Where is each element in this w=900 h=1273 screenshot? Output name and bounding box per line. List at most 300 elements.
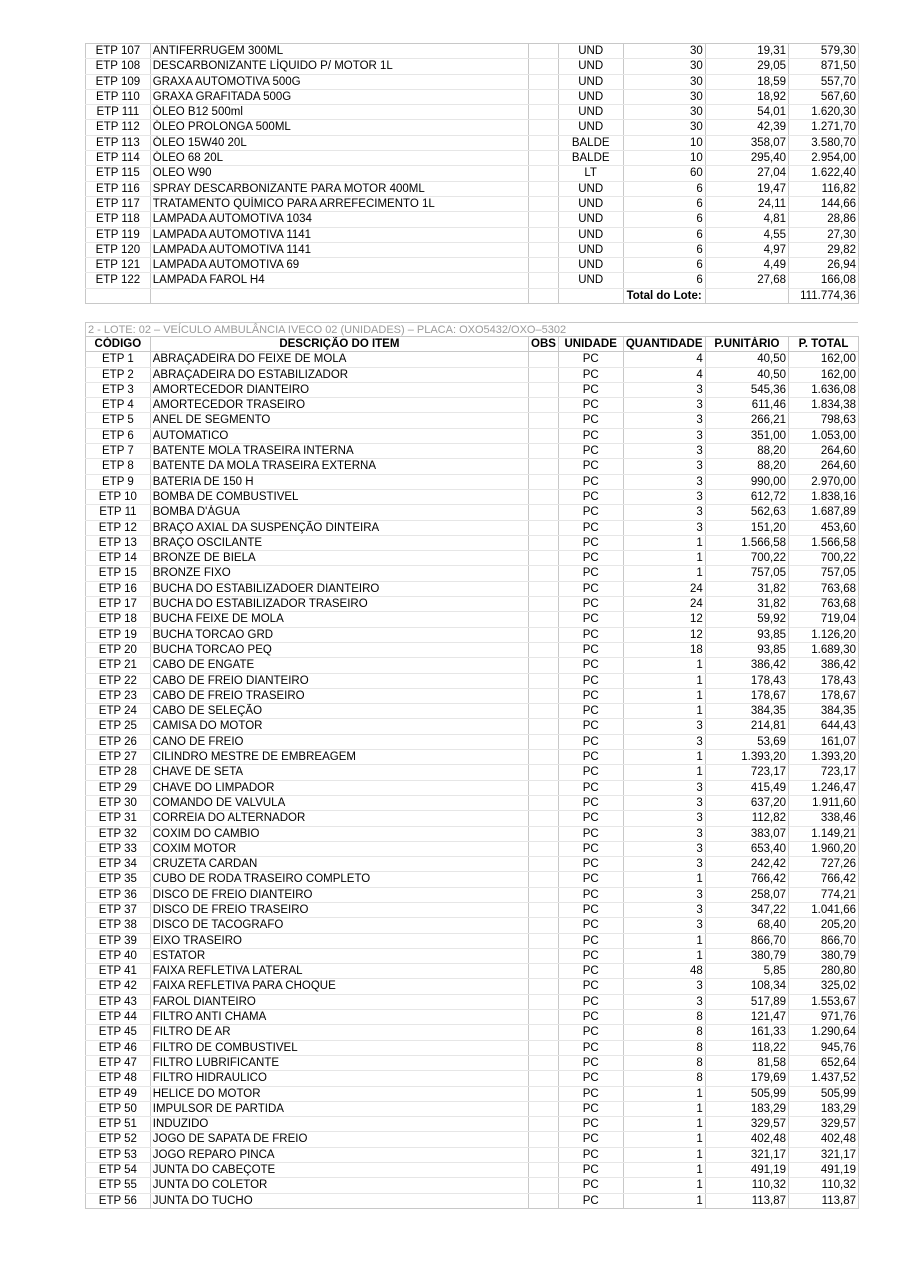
item-unit-price: 321,17	[705, 1147, 788, 1162]
item-code: ETP 55	[86, 1178, 151, 1193]
item-code: ETP 121	[86, 258, 151, 273]
item-total-price: 945,76	[789, 1040, 859, 1055]
table-row	[86, 1040, 859, 1055]
item-code: ETP 41	[86, 964, 151, 979]
item-unit: PC	[558, 948, 623, 963]
item-quantity: 1	[623, 1101, 705, 1116]
item-total-price: 1.290,64	[789, 1025, 859, 1040]
item-description: DESCARBONIZANTE LÍQUIDO P/ MOTOR 1L	[150, 59, 528, 74]
item-unit: PC	[558, 1117, 623, 1132]
table-row	[86, 642, 859, 657]
table-row	[86, 413, 859, 428]
item-obs	[529, 1071, 559, 1086]
item-obs	[529, 367, 559, 382]
item-total-price: 644,43	[789, 719, 859, 734]
item-obs	[529, 857, 559, 872]
item-unit-price: 1.393,20	[705, 750, 788, 765]
table-row	[86, 367, 859, 382]
table-row	[86, 1055, 859, 1070]
item-total-price: 161,07	[789, 734, 859, 749]
table-row	[86, 1117, 859, 1132]
item-unit: PC	[558, 979, 623, 994]
item-quantity: 1	[623, 688, 705, 703]
item-obs	[529, 765, 559, 780]
item-quantity: 1	[623, 1163, 705, 1178]
item-code: ETP 46	[86, 1040, 151, 1055]
item-total-price: 144,66	[789, 196, 859, 211]
item-total-price: 700,22	[789, 551, 859, 566]
item-unit-price: 611,46	[705, 398, 788, 413]
item-obs	[529, 166, 559, 181]
item-total-price: 1.636,08	[789, 382, 859, 397]
item-obs	[529, 74, 559, 89]
item-unit-price: 505,99	[705, 1086, 788, 1101]
item-quantity: 3	[623, 795, 705, 810]
table-row	[86, 258, 859, 273]
table-row	[86, 551, 859, 566]
item-total-price: 1.960,20	[789, 841, 859, 856]
item-total-price: 264,60	[789, 459, 859, 474]
item-obs	[529, 734, 559, 749]
item-unit: PC	[558, 535, 623, 550]
table-row	[86, 242, 859, 257]
item-obs	[529, 994, 559, 1009]
table-row	[86, 1025, 859, 1040]
item-total-price: 116,82	[789, 181, 859, 196]
item-description: LAMPADA AUTOMOTIVA 1141	[150, 227, 528, 242]
item-description: CHAVE DE SETA	[150, 765, 528, 780]
table-row	[86, 535, 859, 550]
item-quantity: 1	[623, 566, 705, 581]
item-unit-price: 351,00	[705, 428, 788, 443]
item-obs	[529, 273, 559, 288]
item-total-price: 1.620,30	[789, 105, 859, 120]
item-unit-price: 31,82	[705, 581, 788, 596]
table-row	[86, 734, 859, 749]
item-quantity: 12	[623, 627, 705, 642]
item-unit: PC	[558, 658, 623, 673]
item-unit: PC	[558, 811, 623, 826]
item-description: FILTRO LUBRIFICANTE	[150, 1055, 528, 1070]
item-code: ETP 36	[86, 887, 151, 902]
table-row	[86, 688, 859, 703]
table-row	[86, 750, 859, 765]
item-description: ÓLEO 15W40 20L	[150, 135, 528, 150]
item-code: ETP 1	[86, 352, 151, 367]
item-unit: BALDE	[558, 135, 623, 150]
item-total-price: 766,42	[789, 872, 859, 887]
item-unit-price: 700,22	[705, 551, 788, 566]
item-unit: PC	[558, 413, 623, 428]
item-unit-price: 258,07	[705, 887, 788, 902]
item-unit: PC	[558, 872, 623, 887]
item-obs	[529, 444, 559, 459]
item-code: ETP 28	[86, 765, 151, 780]
table-row	[86, 948, 859, 963]
item-unit: BALDE	[558, 151, 623, 166]
item-quantity: 30	[623, 89, 705, 104]
item-code: ETP 10	[86, 489, 151, 504]
item-quantity: 3	[623, 918, 705, 933]
item-unit-price: 562,63	[705, 505, 788, 520]
table-row	[86, 612, 859, 627]
item-quantity: 3	[623, 382, 705, 397]
item-total-price: 723,17	[789, 765, 859, 780]
item-code: ETP 45	[86, 1025, 151, 1040]
table-row	[86, 1101, 859, 1116]
item-total-price: 1.834,38	[789, 398, 859, 413]
item-obs	[529, 1101, 559, 1116]
item-obs	[529, 59, 559, 74]
item-description: BATERIA DE 150 H	[150, 474, 528, 489]
item-unit-price: 68,40	[705, 918, 788, 933]
item-description: CAMISA DO MOTOR	[150, 719, 528, 734]
item-code: ETP 37	[86, 902, 151, 917]
table-row	[86, 994, 859, 1009]
item-code: ETP 120	[86, 242, 151, 257]
item-unit-price: 81,58	[705, 1055, 788, 1070]
item-total-price: 27,30	[789, 227, 859, 242]
item-quantity: 3	[623, 734, 705, 749]
item-total-price: 166,08	[789, 273, 859, 288]
table-row	[86, 1178, 859, 1193]
item-code: ETP 26	[86, 734, 151, 749]
item-code: ETP 6	[86, 428, 151, 443]
item-description: ESTATOR	[150, 948, 528, 963]
item-quantity: 3	[623, 474, 705, 489]
item-total-price: 325,02	[789, 979, 859, 994]
table-row	[86, 979, 859, 994]
item-obs	[529, 1178, 559, 1193]
item-total-price: 971,76	[789, 1010, 859, 1025]
item-description: GRAXA AUTOMOTIVA 500G	[150, 74, 528, 89]
table-row	[86, 398, 859, 413]
item-unit-price: 1.566,58	[705, 535, 788, 550]
item-description: INDUZIDO	[150, 1117, 528, 1132]
item-code: ETP 16	[86, 581, 151, 596]
table-row	[86, 1132, 859, 1147]
table-row	[86, 489, 859, 504]
table-row	[86, 719, 859, 734]
item-code: ETP 51	[86, 1117, 151, 1132]
item-quantity: 3	[623, 841, 705, 856]
item-unit-price: 27,68	[705, 273, 788, 288]
item-description: LAMPADA AUTOMOTIVA 69	[150, 258, 528, 273]
item-obs	[529, 795, 559, 810]
item-unit: UND	[558, 258, 623, 273]
item-total-price: 505,99	[789, 1086, 859, 1101]
header-obs: OBS	[529, 337, 559, 352]
item-unit: PC	[558, 459, 623, 474]
item-total-price: 402,48	[789, 1132, 859, 1147]
item-quantity: 1	[623, 1086, 705, 1101]
item-description: FILTRO HIDRAULICO	[150, 1071, 528, 1086]
item-unit: LT	[558, 166, 623, 181]
item-code: ETP 8	[86, 459, 151, 474]
item-unit-price: 383,07	[705, 826, 788, 841]
item-total-price: 757,05	[789, 566, 859, 581]
table-row	[86, 841, 859, 856]
table-row	[86, 520, 859, 535]
lot1-items-table	[85, 43, 859, 304]
item-obs	[529, 120, 559, 135]
table-row	[86, 1010, 859, 1025]
item-description: AMORTECEDOR DIANTEIRO	[150, 382, 528, 397]
item-description: CABO DE SELEÇÃO	[150, 704, 528, 719]
item-unit-price: 380,79	[705, 948, 788, 963]
item-unit: PC	[558, 612, 623, 627]
table-row	[86, 673, 859, 688]
item-quantity: 1	[623, 658, 705, 673]
item-obs	[529, 581, 559, 596]
item-total-price: 1.271,70	[789, 120, 859, 135]
item-unit-price: 402,48	[705, 1132, 788, 1147]
item-total-price: 866,70	[789, 933, 859, 948]
item-unit-price: 866,70	[705, 933, 788, 948]
item-obs	[529, 1147, 559, 1162]
item-unit-price: 178,67	[705, 688, 788, 703]
item-total-price: 719,04	[789, 612, 859, 627]
item-unit-price: 40,50	[705, 352, 788, 367]
item-description: ANEL DE SEGMENTO	[150, 413, 528, 428]
item-unit: PC	[558, 642, 623, 657]
item-code: ETP 32	[86, 826, 151, 841]
item-quantity: 1	[623, 1193, 705, 1208]
item-unit: PC	[558, 398, 623, 413]
item-code: ETP 110	[86, 89, 151, 104]
item-unit: PC	[558, 367, 623, 382]
item-obs	[529, 673, 559, 688]
item-unit-price: 161,33	[705, 1025, 788, 1040]
item-code: ETP 15	[86, 566, 151, 581]
item-description: GRAXA GRAFITADA 500G	[150, 89, 528, 104]
item-unit-price: 31,82	[705, 597, 788, 612]
item-obs	[529, 1055, 559, 1070]
item-quantity: 3	[623, 520, 705, 535]
item-total-price: 338,46	[789, 811, 859, 826]
table-row	[86, 658, 859, 673]
item-quantity: 3	[623, 505, 705, 520]
table-row	[86, 887, 859, 902]
item-unit-price: 40,50	[705, 367, 788, 382]
item-quantity: 1	[623, 673, 705, 688]
item-unit: UND	[558, 212, 623, 227]
item-obs	[529, 398, 559, 413]
item-description: FAROL DIANTEIRO	[150, 994, 528, 1009]
item-description: JUNTA DO TUCHO	[150, 1193, 528, 1208]
item-code: ETP 27	[86, 750, 151, 765]
item-code: ETP 107	[86, 44, 151, 59]
item-quantity: 24	[623, 581, 705, 596]
item-code: ETP 122	[86, 273, 151, 288]
item-unit: PC	[558, 902, 623, 917]
item-quantity: 1	[623, 535, 705, 550]
item-total-price: 183,29	[789, 1101, 859, 1116]
item-obs	[529, 1086, 559, 1101]
header-punitario: P.UNITÁRIO	[705, 337, 788, 352]
item-quantity: 4	[623, 352, 705, 367]
item-quantity: 30	[623, 120, 705, 135]
item-code: ETP 29	[86, 780, 151, 795]
item-total-price: 557,70	[789, 74, 859, 89]
item-code: ETP 35	[86, 872, 151, 887]
item-obs	[529, 658, 559, 673]
item-quantity: 8	[623, 1055, 705, 1070]
item-code: ETP 39	[86, 933, 151, 948]
item-quantity: 10	[623, 151, 705, 166]
item-unit-price: 491,19	[705, 1163, 788, 1178]
lot1-total-row	[86, 288, 859, 303]
item-code: ETP 108	[86, 59, 151, 74]
item-description: JOGO DE SAPATA DE FREIO	[150, 1132, 528, 1147]
item-quantity: 1	[623, 750, 705, 765]
item-unit: PC	[558, 734, 623, 749]
item-description: DISCO DE TACOGRAFO	[150, 918, 528, 933]
item-unit: PC	[558, 765, 623, 780]
item-quantity: 1	[623, 948, 705, 963]
item-code: ETP 115	[86, 166, 151, 181]
item-quantity: 3	[623, 826, 705, 841]
item-description: BUCHA TORCAO PEQ	[150, 642, 528, 657]
table-row	[86, 795, 859, 810]
item-unit-price: 386,42	[705, 658, 788, 673]
item-unit-price: 27,04	[705, 166, 788, 181]
item-code: ETP 3	[86, 382, 151, 397]
item-unit-price: 4,55	[705, 227, 788, 242]
item-quantity: 30	[623, 59, 705, 74]
table-row	[86, 89, 859, 104]
table-row	[86, 474, 859, 489]
item-description: CORREIA DO ALTERNADOR	[150, 811, 528, 826]
item-total-price: 386,42	[789, 658, 859, 673]
item-obs	[529, 105, 559, 120]
item-description: ÓLEO B12 500ml	[150, 105, 528, 120]
item-description: AUTOMATICO	[150, 428, 528, 443]
item-description: CABO DE FREIO DIANTEIRO	[150, 673, 528, 688]
item-obs	[529, 89, 559, 104]
item-description: CRUZETA CARDAN	[150, 857, 528, 872]
item-quantity: 1	[623, 872, 705, 887]
item-unit-price: 112,82	[705, 811, 788, 826]
item-quantity: 3	[623, 979, 705, 994]
item-description: TRATAMENTO QUÍMICO PARA ARREFECIMENTO 1L	[150, 196, 528, 211]
item-unit: UND	[558, 59, 623, 74]
item-obs	[529, 489, 559, 504]
item-code: ETP 56	[86, 1193, 151, 1208]
item-description: BATENTE DA MOLA TRASEIRA EXTERNA	[150, 459, 528, 474]
item-total-price: 1.437,52	[789, 1071, 859, 1086]
item-total-price: 453,60	[789, 520, 859, 535]
item-obs	[529, 1025, 559, 1040]
item-description: FILTRO DE AR	[150, 1025, 528, 1040]
item-description: DISCO DE FREIO DIANTEIRO	[150, 887, 528, 902]
item-quantity: 6	[623, 273, 705, 288]
item-total-price: 871,50	[789, 59, 859, 74]
table-row	[86, 135, 859, 150]
item-unit: PC	[558, 1025, 623, 1040]
item-quantity: 48	[623, 964, 705, 979]
table-row	[86, 811, 859, 826]
lot2-caption: 2 - LOTE: 02 – VEÍCULO AMBULÂNCIA IVECO 02 (UNIDADES) – PLACA: OXO5432/OXO–5302	[85, 322, 858, 337]
item-description: EIXO TRASEIRO	[150, 933, 528, 948]
item-description: AMORTECEDOR TRASEIRO	[150, 398, 528, 413]
item-description: CILINDRO MESTRE DE EMBREAGEM	[150, 750, 528, 765]
item-total-price: 162,00	[789, 352, 859, 367]
item-code: ETP 114	[86, 151, 151, 166]
item-unit: PC	[558, 474, 623, 489]
table-row	[86, 196, 859, 211]
item-unit: PC	[558, 1178, 623, 1193]
item-obs	[529, 826, 559, 841]
item-description: CHAVE DO LIMPADOR	[150, 780, 528, 795]
item-quantity: 4	[623, 367, 705, 382]
item-unit: PC	[558, 581, 623, 596]
item-code: ETP 17	[86, 597, 151, 612]
item-unit-price: 88,20	[705, 459, 788, 474]
table-row	[86, 382, 859, 397]
item-unit-price: 612,72	[705, 489, 788, 504]
item-unit: PC	[558, 795, 623, 810]
item-obs	[529, 627, 559, 642]
item-code: ETP 33	[86, 841, 151, 856]
item-unit-price: 18,92	[705, 89, 788, 104]
item-unit-price: 93,85	[705, 642, 788, 657]
item-code: ETP 53	[86, 1147, 151, 1162]
item-unit: UND	[558, 105, 623, 120]
item-description: BUCHA DO ESTABILIZADOR TRASEIRO	[150, 597, 528, 612]
item-code: ETP 9	[86, 474, 151, 489]
item-unit: PC	[558, 918, 623, 933]
table-row	[86, 597, 859, 612]
item-unit: PC	[558, 1040, 623, 1055]
table-row	[86, 181, 859, 196]
lot1-items-body	[86, 44, 859, 289]
table-row	[86, 459, 859, 474]
item-unit-price: 4,49	[705, 258, 788, 273]
item-total-price: 1.053,00	[789, 428, 859, 443]
item-quantity: 6	[623, 181, 705, 196]
item-unit-price: 242,42	[705, 857, 788, 872]
item-unit: PC	[558, 597, 623, 612]
item-unit-price: 4,97	[705, 242, 788, 257]
item-obs	[529, 1010, 559, 1025]
item-description: BRONZE DE BIELA	[150, 551, 528, 566]
item-description: FILTRO ANTI CHAMA	[150, 1010, 528, 1025]
item-unit-price: 151,20	[705, 520, 788, 535]
item-obs	[529, 505, 559, 520]
item-unit-price: 766,42	[705, 872, 788, 887]
item-quantity: 3	[623, 811, 705, 826]
item-obs	[529, 918, 559, 933]
item-total-price: 1.041,66	[789, 902, 859, 917]
item-code: ETP 54	[86, 1163, 151, 1178]
item-unit: PC	[558, 673, 623, 688]
item-code: ETP 44	[86, 1010, 151, 1025]
item-total-price: 29,82	[789, 242, 859, 257]
table-row	[86, 566, 859, 581]
item-code: ETP 52	[86, 1132, 151, 1147]
item-obs	[529, 181, 559, 196]
item-obs	[529, 1132, 559, 1147]
item-obs	[529, 535, 559, 550]
item-unit: PC	[558, 1055, 623, 1070]
item-quantity: 3	[623, 857, 705, 872]
item-description: ABRAÇADEIRA DO FEIXE DE MOLA	[150, 352, 528, 367]
item-unit-price: 5,85	[705, 964, 788, 979]
item-total-price: 798,63	[789, 413, 859, 428]
item-quantity: 24	[623, 597, 705, 612]
item-description: BUCHA TORCAO GRD	[150, 627, 528, 642]
